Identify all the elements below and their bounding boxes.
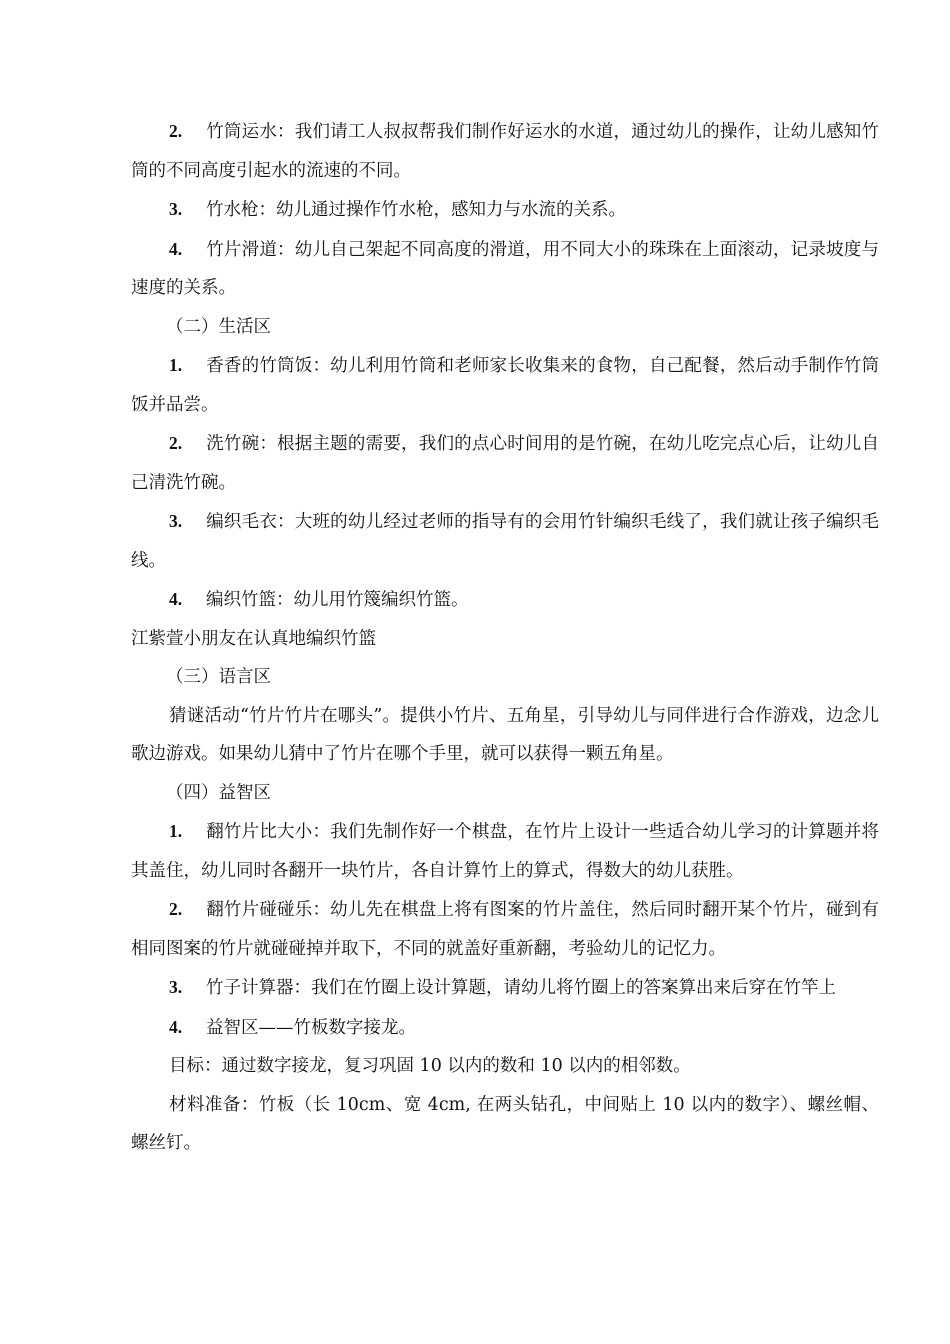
body-paragraph: 材料准备：竹板（长 10cm、宽 4cm, 在两头钻孔，中间贴上 10 以内的数字）、螺丝帽、螺丝钉。 [131,1094,879,1153]
section-heading: （二）生活区 [166,316,271,337]
list-item [131,580,879,620]
item-number: 2. [169,121,183,141]
item-number: 1. [169,821,183,841]
body-paragraph: 猜谜活动“竹片竹片在哪头”。提供小竹片、五角星，引导幼儿与同伴进行合作游戏，边念儿歌边游戏。如果幼儿猜中了竹片在哪个手里，就可以获得一颗五角星。 [131,705,879,764]
item-text: 翻竹片碰碰乐：幼儿先在棋盘上将有图案的竹片盖住，然后同时翻开某个竹片，碰到有相同图案的竹片就碰碰掉并取下，不同的就盖好重新翻，考验幼儿的记忆力。 [131,900,879,959]
item-text: 竹子计算器：我们在竹圈上设计算题，请幼儿将竹圈上的答案算出来后穿在竹竿上 [206,978,836,998]
document-body [131,112,879,1163]
list-item [131,190,879,230]
list-item [131,346,879,424]
item-number: 4. [169,589,183,609]
item-number: 2. [169,899,183,919]
item-number: 4. [169,238,183,259]
item-text: 益智区——竹板数字接龙。 [206,1017,416,1038]
photo-caption: 江紫萱小朋友在认真地编织竹篮 [131,628,376,649]
list-item [131,890,879,968]
list-item [131,424,879,502]
list-item [131,812,879,890]
item-number: 1. [169,355,183,375]
item-text: 编织竹篮：幼儿用竹篾编织竹篮。 [206,590,469,610]
item-number: 4. [169,1016,183,1037]
item-number: 3. [169,511,183,531]
item-number: 2. [169,433,183,453]
item-text: 编织毛衣：大班的幼儿经过老师的指导有的会用竹针编织毛线了，我们就让孩子编织毛线。 [131,512,879,571]
item-text: 竹水枪：幼儿通过操作竹水枪，感知力与水流的关系。 [206,200,626,220]
section-heading: （三）语言区 [166,667,271,687]
item-text: 竹片滑道：幼儿自己架起不同高度的滑道，用不同大小的珠珠在上面滚动，记录坡度与速度的关系。 [131,239,879,298]
list-item [131,502,879,580]
body-paragraph: 目标：通过数字接龙，复习巩固 10 以内的数和 10 以内的相邻数。 [169,1056,691,1076]
item-text: 翻竹片比大小：我们先制作好一个棋盘，在竹片上设计一些适合幼儿学习的计算题并将其盖住，幼儿同时各翻开一块竹片，各自计算竹上的算式，得数大的幼儿获胜。 [131,822,879,881]
item-text: 洗竹碗：根据主题的需要，我们的点心时间用的是竹碗，在幼儿吃完点心后，让幼儿自己清洗竹碗。 [131,434,879,493]
list-item [131,968,879,1008]
section-heading: （四）益智区 [166,782,271,803]
item-text: 竹筒运水：我们请工人叔叔帮我们制作好运水的水道，通过幼儿的操作，让幼儿感知竹筒的不同高度引起水的流速的不同。 [131,122,879,181]
item-number: 3. [169,977,183,997]
item-text: 香香的竹筒饭：幼儿利用竹筒和老师家长收集来的食物，自己配餐，然后动手制作竹筒饭并品尝。 [131,356,879,415]
list-item [131,1008,879,1048]
list-item [131,112,879,190]
item-number: 3. [169,199,183,219]
list-item [131,230,879,308]
